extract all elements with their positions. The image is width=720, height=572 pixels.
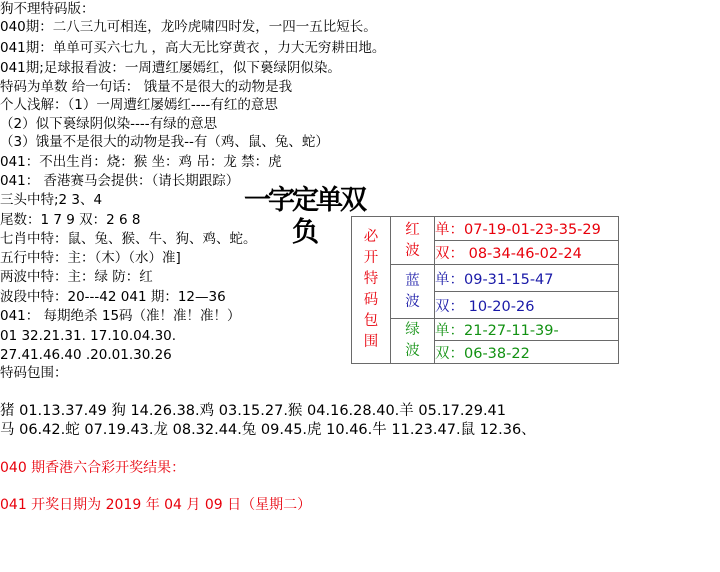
red-wave-label [391, 217, 435, 265]
side-label-char: 围 [363, 334, 379, 350]
handwritten-odd-even-note [244, 185, 364, 266]
zodiac-numbers-row-2: 马 06.42.蛇 07.19.43.龙 08.32.44.兔 09.45.虎 10.46.牛 11.23.47.鼠 12.36、 [0, 422, 536, 438]
line-note-2: （2）似下裛绿阴似染----有绿的意思 [0, 116, 218, 132]
line-seven-zodiac: 七肖中特：鼠、兔、猴、牛、狗、鸡、蛇。 [0, 231, 257, 247]
side-label-cell [352, 217, 391, 364]
wave-label-char: 红 [405, 221, 420, 238]
side-label-char: 开 [363, 250, 379, 266]
line-tail-numbers: 尾数：1 7 9 双：2 6 8 [0, 212, 141, 228]
line-special-enclosure: 特码包围： [0, 365, 68, 381]
green-wave-label [391, 319, 435, 364]
line-excluded-zodiac: 041：不出生肖：烧：猴 坐：鸡 吊：龙 禁：虎 [0, 154, 282, 170]
line-kill-numbers-1: 01 32.21.31. 17.10.04.30. [0, 328, 177, 344]
blue-wave-label [391, 265, 435, 319]
wave-label-char: 绿 [405, 322, 420, 338]
wave-color-table [351, 216, 619, 364]
line-kill-numbers-2: 27.41.46.40 .20.01.30.26 [0, 347, 172, 363]
blue-single-numbers: 单：09-31-15-47 [435, 265, 619, 292]
line-two-waves: 两波中特：主：绿 防：红 [0, 269, 153, 285]
handwritten-line-2: 负 [292, 217, 319, 248]
green-single-numbers: 单：21-27-11-39- [435, 319, 619, 341]
red-double-numbers: 双： 08-34-46-02-24 [435, 241, 619, 265]
line-band-range: 波段中特：20---42 041 期：12—36 [0, 289, 226, 305]
line-040-verse: 040期：二八三九可相连，龙吟虎啸四时发，一四一五比短长。 [0, 19, 377, 35]
line-five-elements: 五行中特：主：（木）（水）准] [0, 250, 181, 266]
blue-double-numbers: 双： 10-20-26 [435, 292, 619, 319]
line-note-3: （3）饿量不是很大的动物是我--有（鸡、鼠、兔、蛇） [0, 134, 329, 150]
handwritten-line-1: 一字定单双 [244, 185, 364, 216]
zodiac-numbers-row-1: 猪 01.13.37.49 狗 14.26.38.鸡 03.15.27.猴 04.16.28.40.羊 05.17.29.41 [0, 403, 507, 419]
wave-label-char: 波 [405, 343, 420, 359]
line-hint: 特码为单数 给一句话： 饿量不是很大的动物是我 [0, 79, 293, 95]
page-title: 狗不理特码版： [0, 1, 95, 17]
side-label-char: 码 [363, 292, 379, 308]
result-title: 040 期香港六合彩开奖结果： [0, 460, 186, 476]
line-jockey-club: 041： 香港赛马会提供：（请长期跟踪） [0, 173, 240, 189]
side-label-char: 必 [363, 229, 379, 245]
line-three-heads: 三头中特;2 3、4 [0, 192, 103, 208]
line-041-verse: 041期：单单可买六七九 ，高大无比穿黄衣 ，力大无穷耕田地。 [0, 40, 386, 56]
draw-date: 041 开奖日期为 2019 年 04 月 09 日（星期二） [0, 497, 312, 513]
side-label-char: 特 [363, 271, 379, 287]
red-single-numbers: 单：07-19-01-23-35-29 [435, 217, 619, 241]
line-041-football: 041期;足球报看波：一周遭红屡嫣红，似下裛绿阴似染。 [0, 60, 341, 76]
side-label-char: 包 [363, 313, 379, 329]
line-note-1: 个人浅解：（1）一周遭红屡嫣红----有红的意思 [0, 97, 278, 113]
wave-label-char: 波 [405, 242, 420, 259]
line-kill-codes: 041： 每期绝杀 15码（准！准！准！） [0, 308, 241, 324]
wave-label-char: 蓝 [405, 272, 420, 289]
green-double-numbers: 双：06-38-22 [435, 341, 619, 364]
wave-label-char: 波 [405, 293, 420, 310]
